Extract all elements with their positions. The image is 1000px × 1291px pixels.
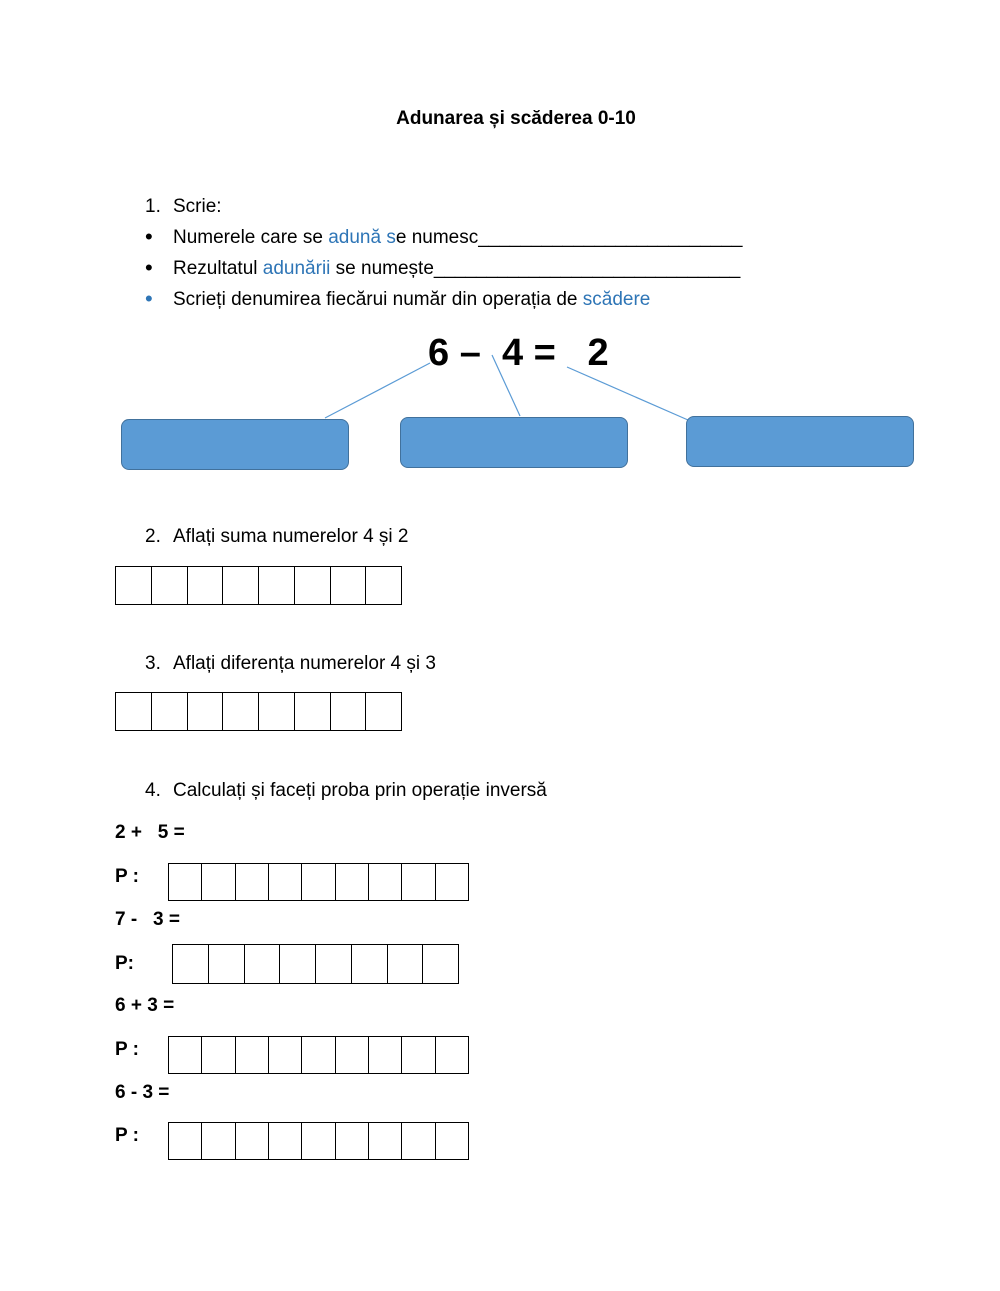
grid-cell[interactable] xyxy=(302,864,335,900)
grid-cell[interactable] xyxy=(269,1123,302,1159)
grid-cell[interactable] xyxy=(366,693,401,730)
grid-cell[interactable] xyxy=(302,1123,335,1159)
grid-cell[interactable] xyxy=(436,1037,468,1073)
grid-cell[interactable] xyxy=(169,1037,202,1073)
grid-cell[interactable] xyxy=(280,945,316,983)
grid-cell[interactable] xyxy=(173,945,209,983)
calc-expression-1: 2 + 5 = xyxy=(115,822,185,843)
grid-cell[interactable] xyxy=(169,1123,202,1159)
exercise-number: 1. xyxy=(145,196,161,217)
grid-cell[interactable] xyxy=(316,945,352,983)
answer-box-subtrahend[interactable] xyxy=(400,417,628,468)
exercise-3-heading xyxy=(145,653,436,675)
grid-cell[interactable] xyxy=(269,1037,302,1073)
calc-expression-3: 6 + 3 = xyxy=(115,995,175,1016)
grid-cell[interactable] xyxy=(259,567,295,604)
grid-cell[interactable] xyxy=(295,693,331,730)
exercise-4-heading xyxy=(145,780,547,802)
exercise-number: 4. xyxy=(145,780,161,801)
grid-cell[interactable] xyxy=(236,864,269,900)
grid-cell[interactable] xyxy=(369,1037,402,1073)
connector-lines xyxy=(0,0,1000,480)
grid-cell[interactable] xyxy=(336,1037,369,1073)
calc-expression-2: 7 - 3 = xyxy=(115,909,180,930)
grid-cell[interactable] xyxy=(402,1123,435,1159)
grid-cell[interactable] xyxy=(223,693,259,730)
proof-label-3: P : xyxy=(115,1039,139,1060)
exercise-number: 2. xyxy=(145,526,161,547)
proof-grid-2[interactable] xyxy=(172,944,459,984)
bullet-line-2: • Rezultatul adunării se numește_____________________________ xyxy=(145,255,741,280)
grid-cell[interactable] xyxy=(369,864,402,900)
grid-cell[interactable] xyxy=(259,693,295,730)
exercise-2-heading xyxy=(145,526,409,548)
grid-cell[interactable] xyxy=(336,1123,369,1159)
grid-cell[interactable] xyxy=(295,567,331,604)
grid-cell[interactable] xyxy=(331,693,367,730)
grid-cell[interactable] xyxy=(152,567,188,604)
answer-grid-difference[interactable] xyxy=(115,692,402,731)
grid-cell[interactable] xyxy=(402,864,435,900)
exercise-number: 3. xyxy=(145,653,161,674)
grid-cell[interactable] xyxy=(236,1037,269,1073)
exercise-text: Scrie: xyxy=(173,196,222,217)
bullet-line-3: • Scrieți denumirea fiecărui număr din operația de scădere xyxy=(145,286,651,311)
grid-cell[interactable] xyxy=(223,567,259,604)
bullet-icon: • xyxy=(145,224,153,249)
grid-cell[interactable] xyxy=(209,945,245,983)
grid-cell[interactable] xyxy=(269,864,302,900)
proof-grid-3[interactable] xyxy=(168,1036,469,1074)
exercise-text: Aflați diferența numerelor 4 și 3 xyxy=(173,653,436,674)
grid-cell[interactable] xyxy=(436,1123,468,1159)
grid-cell[interactable] xyxy=(116,567,152,604)
grid-cell[interactable] xyxy=(436,864,468,900)
proof-grid-4[interactable] xyxy=(168,1122,469,1160)
grid-cell[interactable] xyxy=(331,567,367,604)
grid-cell[interactable] xyxy=(152,693,188,730)
bullet-line-1: • Numerele care se adună se numesc_________________________ xyxy=(145,224,743,249)
grid-cell[interactable] xyxy=(202,1123,235,1159)
grid-cell[interactable] xyxy=(369,1123,402,1159)
bullet-icon: • xyxy=(145,286,153,311)
grid-cell[interactable] xyxy=(202,1037,235,1073)
grid-cell[interactable] xyxy=(116,693,152,730)
grid-cell[interactable] xyxy=(402,1037,435,1073)
bullet-icon: • xyxy=(145,255,153,280)
answer-grid-sum[interactable] xyxy=(115,566,402,605)
answer-box-minuend[interactable] xyxy=(121,419,349,470)
grid-cell[interactable] xyxy=(202,864,235,900)
proof-label-2: P: xyxy=(115,953,134,974)
grid-cell[interactable] xyxy=(423,945,458,983)
grid-cell[interactable] xyxy=(236,1123,269,1159)
grid-cell[interactable] xyxy=(366,567,401,604)
grid-cell[interactable] xyxy=(188,567,224,604)
grid-cell[interactable] xyxy=(188,693,224,730)
connector-line-2 xyxy=(492,355,520,416)
grid-cell[interactable] xyxy=(388,945,424,983)
grid-cell[interactable] xyxy=(245,945,281,983)
exercise-text: Aflați suma numerelor 4 și 2 xyxy=(173,526,409,547)
proof-label-1: P : xyxy=(115,866,139,887)
connector-line-3 xyxy=(567,367,688,420)
proof-grid-1[interactable] xyxy=(168,863,469,901)
grid-cell[interactable] xyxy=(302,1037,335,1073)
connector-line-1 xyxy=(325,363,430,418)
grid-cell[interactable] xyxy=(169,864,202,900)
proof-label-4: P : xyxy=(115,1125,139,1146)
grid-cell[interactable] xyxy=(352,945,388,983)
grid-cell[interactable] xyxy=(336,864,369,900)
page-title: Adunarea și scăderea 0-10 xyxy=(396,108,636,129)
calc-expression-4: 6 - 3 = xyxy=(115,1082,170,1103)
subtraction-equation: 6 – 4 = 2 xyxy=(428,332,609,374)
exercise-text: Calculați și faceți proba prin operație inversă xyxy=(173,780,547,801)
answer-box-difference[interactable] xyxy=(686,416,914,467)
